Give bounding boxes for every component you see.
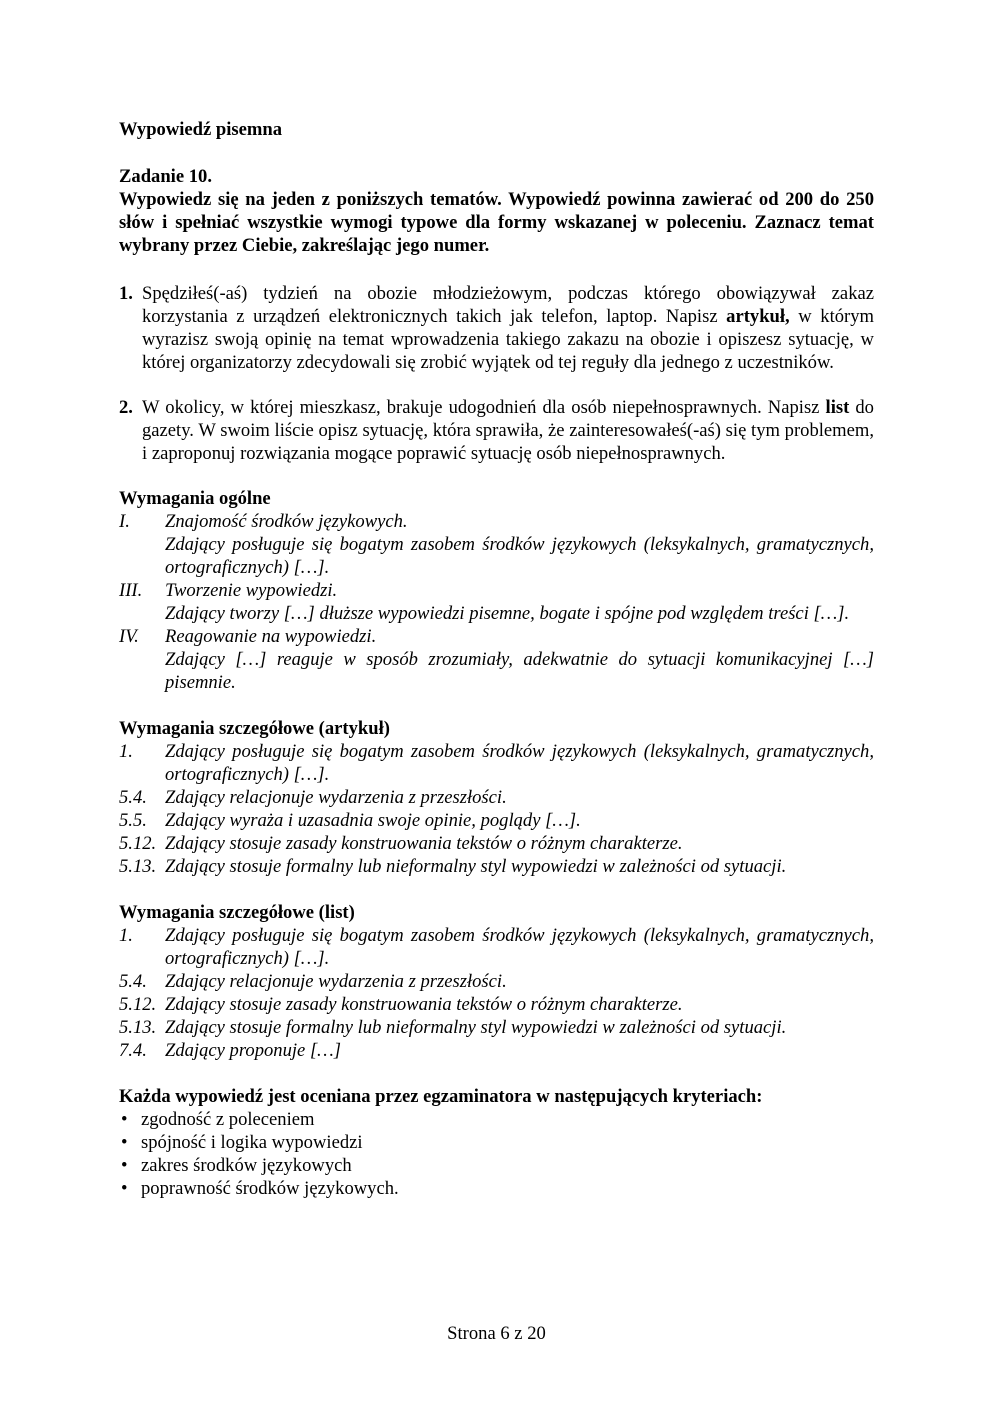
requirement-item	[119, 855, 874, 878]
requirement-number: 1.	[119, 741, 133, 762]
criteria-text: zgodność z poleceniem	[141, 1109, 315, 1130]
requirement-head: Znajomość środków językowych.	[165, 511, 408, 532]
specific-requirements-letter	[119, 901, 874, 1062]
requirement-text: Zdający posługuje się bogatym zasobem środków językowych (leksykalnych, gramatycznych, ortograficznych) […].	[165, 741, 874, 785]
requirement-text: Zdający relacjonuje wydarzenia z przeszłości.	[165, 971, 507, 992]
section-heading: Wypowiedź pisemna	[119, 119, 283, 140]
bullet-icon: •	[121, 1155, 128, 1176]
criteria-text: zakres środków językowych	[141, 1155, 352, 1176]
requirement-body: Zdający tworzy […] dłuższe wypowiedzi pisemne, bogate i spójne pod względem treści […].	[165, 603, 850, 624]
bullet-icon: •	[121, 1178, 128, 1199]
requirement-item	[119, 970, 874, 993]
requirement-head: Tworzenie wypowiedzi.	[165, 580, 338, 601]
list-item	[119, 1177, 874, 1200]
list-item	[119, 1108, 874, 1131]
specific-article-title: Wymagania szczegółowe (artykuł)	[119, 718, 390, 739]
grading-criteria	[119, 1085, 874, 1200]
topic-option-2[interactable]	[119, 396, 874, 465]
requirement-item	[119, 625, 874, 694]
requirement-number: 5.12.	[119, 833, 157, 854]
criteria-text: spójność i logika wypowiedzi	[141, 1132, 363, 1153]
bullet-icon: •	[121, 1109, 128, 1130]
requirement-text: Zdający stosuje formalny lub nieformalny styl wypowiedzi w zależności od sytuacji.	[165, 1017, 787, 1038]
requirement-text: Zdający stosuje formalny lub nieformalny styl wypowiedzi w zależności od sytuacji.	[165, 856, 787, 877]
requirement-number: 5.13.	[119, 1017, 157, 1038]
requirement-text: Zdający posługuje się bogatym zasobem środków językowych (leksykalnych, gramatycznych, ortograficznych) […].	[165, 925, 874, 969]
topic-form: artykuł,	[726, 306, 790, 327]
requirement-text: Zdający relacjonuje wydarzenia z przeszłości.	[165, 787, 507, 808]
requirement-number: IV.	[119, 626, 139, 647]
general-requirements-title: Wymagania ogólne	[119, 488, 271, 509]
requirement-body: Zdający posługuje się bogatym zasobem środków językowych (leksykalnych, gramatycznych, ortograficznych) […].	[165, 534, 874, 578]
exam-page	[119, 118, 874, 1200]
requirement-number: I.	[119, 511, 130, 532]
requirement-item	[119, 786, 874, 809]
specific-requirements-article	[119, 717, 874, 878]
topic-text-part: W okolicy, w której mieszkasz, brakuje udogodnień dla osób niepełnosprawnych. Napisz	[142, 397, 826, 418]
requirement-item	[119, 510, 874, 579]
requirement-number: 5.4.	[119, 787, 147, 808]
requirement-item	[119, 832, 874, 855]
requirement-number: 5.5.	[119, 810, 147, 831]
requirement-item	[119, 740, 874, 786]
criteria-list	[119, 1108, 874, 1200]
criteria-text: poprawność środków językowych.	[141, 1178, 399, 1199]
specific-letter-title: Wymagania szczegółowe (list)	[119, 902, 355, 923]
requirement-item	[119, 809, 874, 832]
requirement-number: 1.	[119, 925, 133, 946]
requirement-text: Zdający wyraża i uzasadnia swoje opinie, poglądy […].	[165, 810, 581, 831]
list-item	[119, 1154, 874, 1177]
topic-option-1[interactable]	[119, 282, 874, 374]
topic-form: list	[825, 397, 850, 418]
requirement-item	[119, 579, 874, 625]
general-requirements	[119, 487, 874, 694]
requirement-item	[119, 993, 874, 1016]
task-instruction: Wypowiedz się na jeden z poniższych tematów. Wypowiedź powinna zawierać od 200 do 250 słów i spełniać wszystkie wymogi typowe dla formy wskazanej w poleceniu. Zaznacz temat wybrany przez Ciebie, zakreślając jego numer.	[119, 189, 874, 256]
topic-list	[119, 282, 874, 465]
task-title: Zadanie 10.	[119, 166, 212, 187]
topic-text-part: do gazety. W swoim liście opisz sytuację, która sprawiła, że zainteresowałeś(-aś) się tym problemem, i zaproponuj rozwiązania mogące poprawić sytuację osób niepełnosprawnych.	[142, 397, 874, 464]
bullet-icon: •	[121, 1132, 128, 1153]
topic-text	[142, 282, 874, 374]
topic-text-part: w którym wyrazisz swoją opinię na temat wprowadzenia takiego zakazu na obozie i opiszesz sytuację, w której organizatorzy zdecydowali się zrobić wyjątek od tej reguły dla jednego z uczestników.	[142, 306, 874, 373]
list-item	[119, 1131, 874, 1154]
requirement-head: Reagowanie na wypowiedzi.	[165, 626, 377, 647]
requirement-text: Zdający stosuje zasady konstruowania tekstów o różnym charakterze.	[165, 994, 683, 1015]
requirement-body: Zdający […] reaguje w sposób zrozumiały, adekwatnie do sytuacji komunikacyjnej […] pisemnie.	[165, 649, 874, 693]
requirement-item	[119, 1039, 874, 1062]
topic-number[interactable]: 2.	[119, 397, 133, 418]
topic-text	[142, 396, 874, 465]
requirement-number: 7.4.	[119, 1040, 147, 1061]
requirement-text: Zdający stosuje zasady konstruowania tekstów o różnym charakterze.	[165, 833, 683, 854]
requirement-number: III.	[119, 580, 143, 601]
requirement-item	[119, 924, 874, 970]
topic-number[interactable]: 1.	[119, 283, 133, 304]
requirement-number: 5.12.	[119, 994, 157, 1015]
topic-text-part: Spędziłeś(-aś) tydzień na obozie młodzieżowym, podczas którego obowiązywał zakaz korzystania z urządzeń elektronicznych takich jak telefon, laptop. Napisz	[142, 283, 874, 327]
requirement-text: Zdający proponuje […]	[165, 1040, 341, 1061]
requirement-number: 5.13.	[119, 856, 157, 877]
requirement-number: 5.4.	[119, 971, 147, 992]
page-number: Strona 6 z 20	[447, 1323, 546, 1344]
requirement-item	[119, 1016, 874, 1039]
criteria-title: Każda wypowiedź jest oceniana przez egzaminatora w następujących kryteriach:	[119, 1086, 763, 1107]
